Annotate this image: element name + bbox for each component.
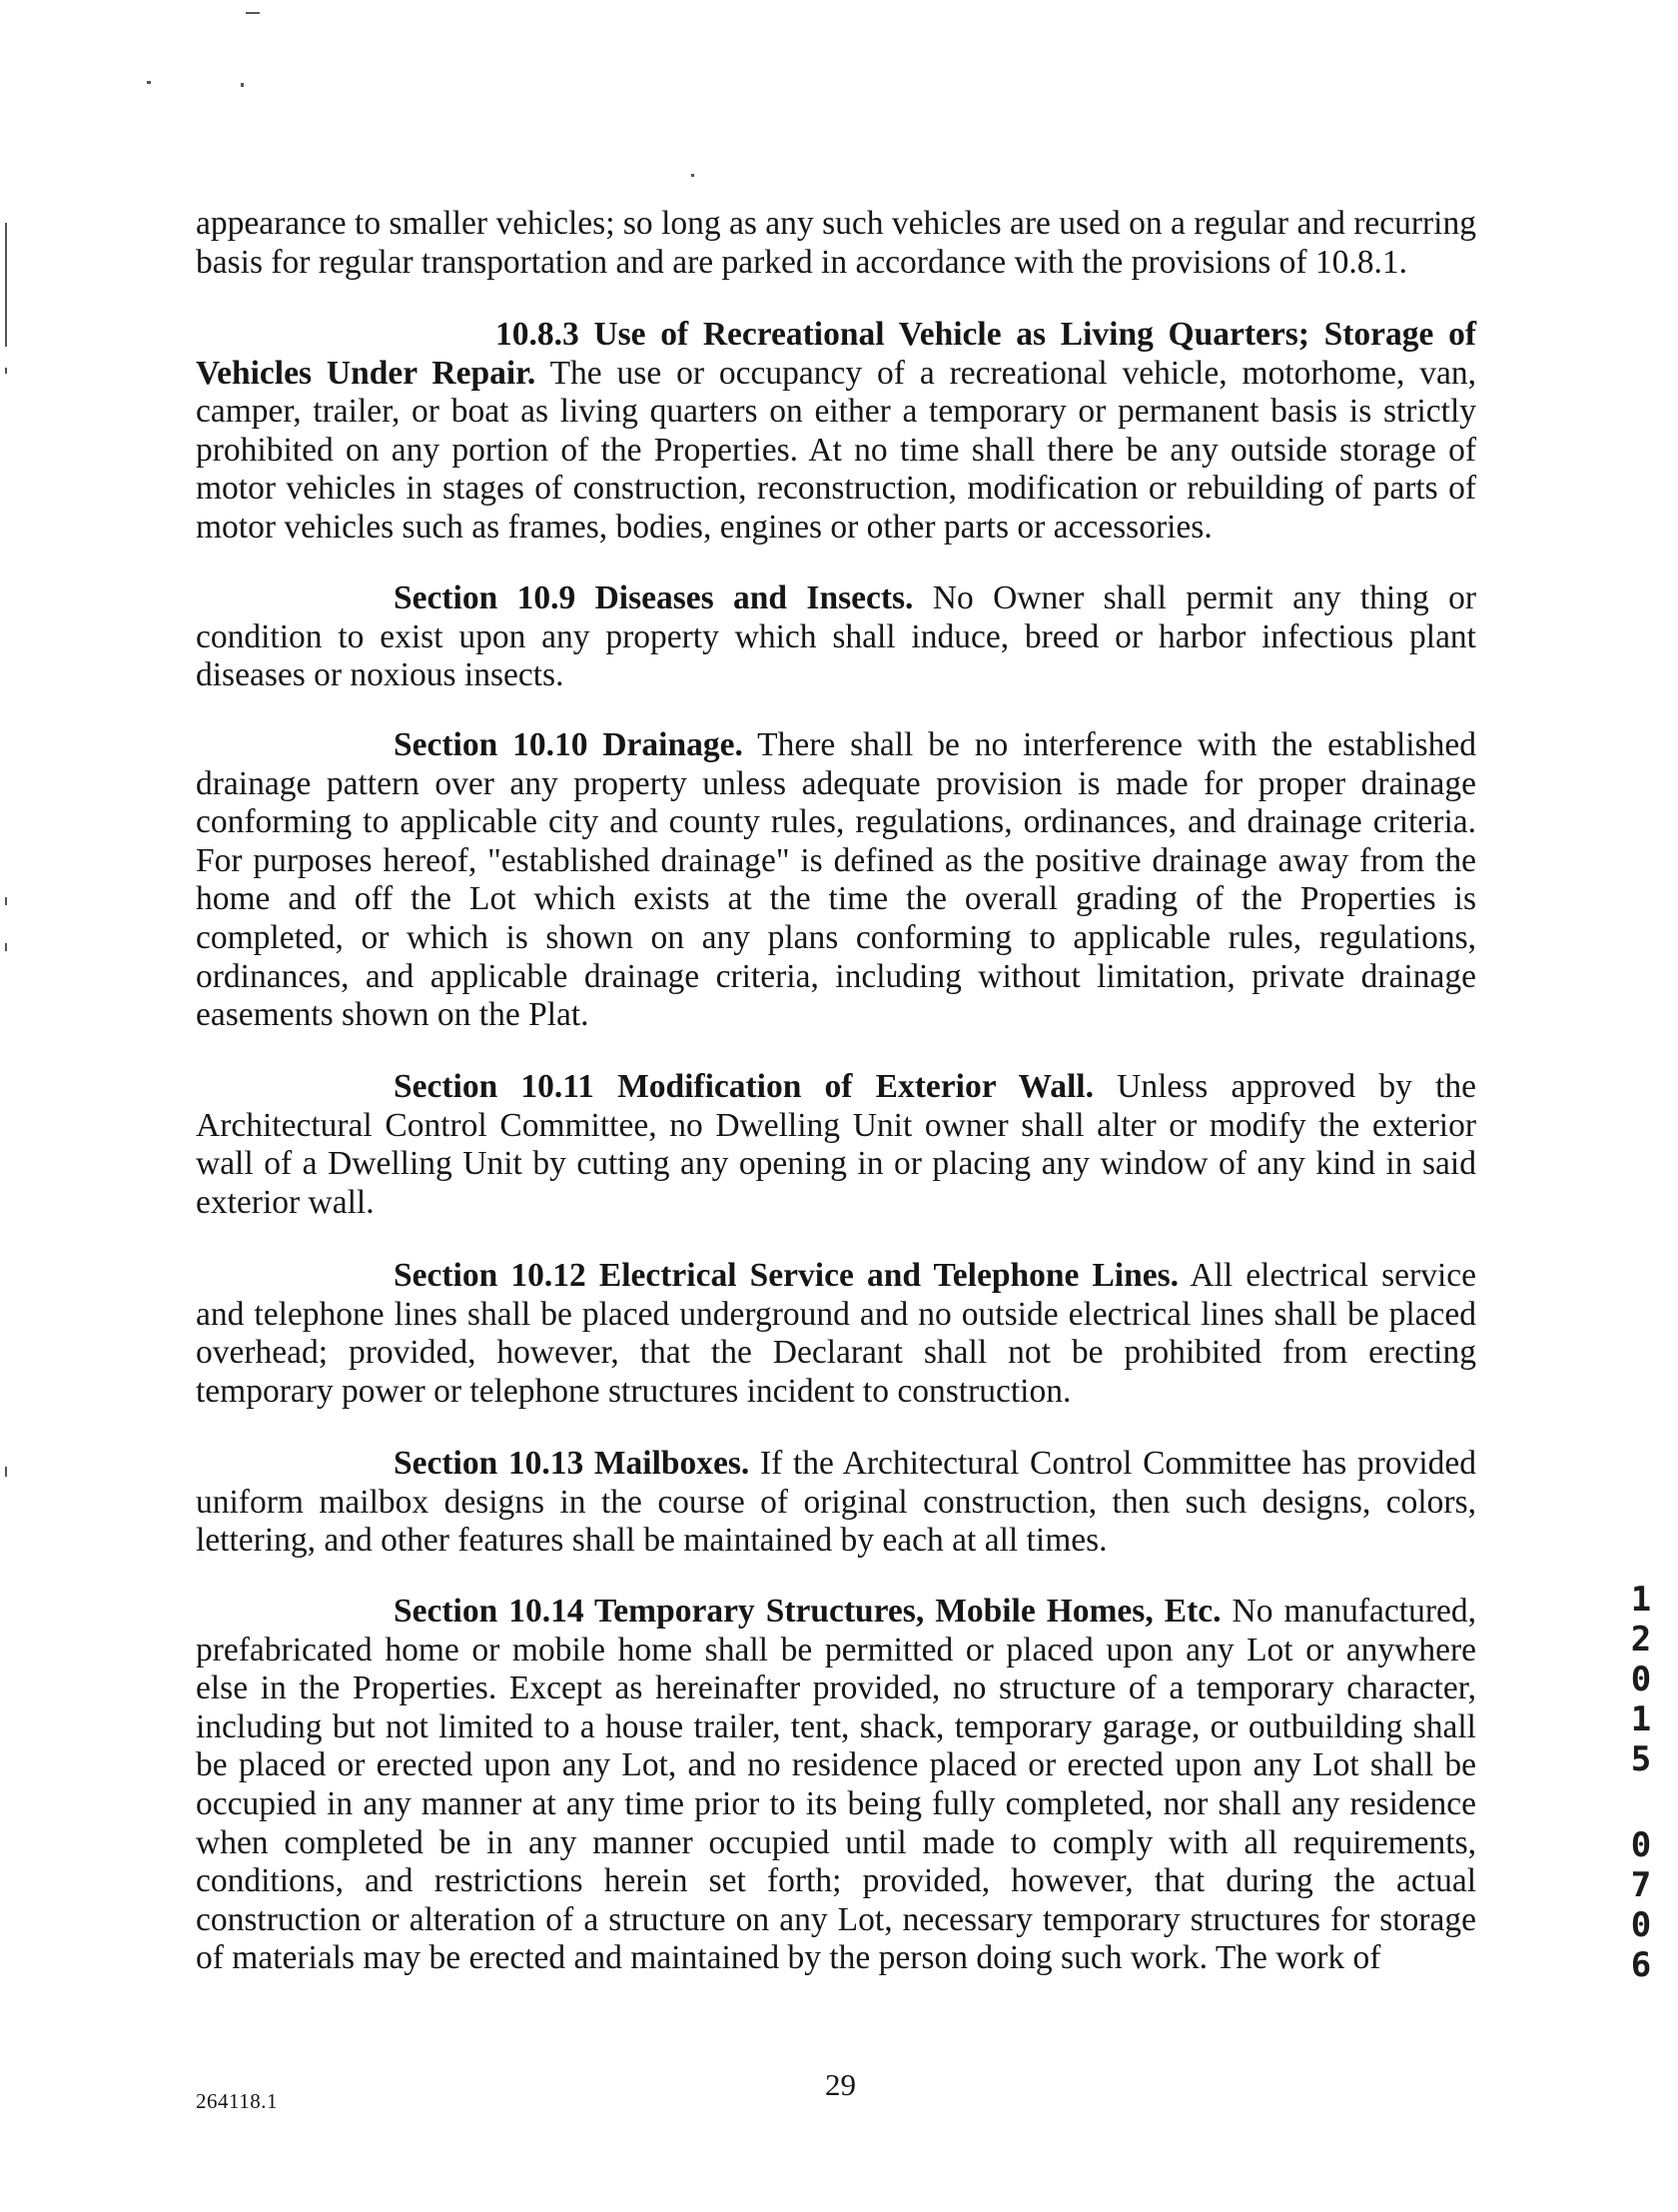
paragraph-10-10 bbox=[196, 726, 1476, 1035]
paragraph-10-11 bbox=[196, 1068, 1476, 1222]
page-number: 29 bbox=[825, 2067, 856, 2102]
paragraph-body: There shall be no interference with the established drainage pattern over any property unless adequate provision is made for proper drainage conforming to applicable city and county rules, regulations, ordinances, and drainage criteria. For purposes hereof, "established drainage" is defined as the positive drainage away from the home and off the Lot which exists at the time the overall grading of the Properties is completed, or which is shown on any plans conforming to applicable rules, regulations, ordinances, and applicable drainage criteria, including without limitation, private drainage easements shown on the Plat. bbox=[196, 726, 1476, 1034]
scan-mark bbox=[5, 943, 7, 951]
paragraph-continuation bbox=[196, 205, 1476, 282]
scan-mark bbox=[246, 12, 260, 14]
paragraph-body: All electrical service and telephone lines shall be placed underground and no outside electrical lines shall be placed overhead; provided, however, that the Declarant shall not be prohibited from erecting temporary power or telephone structures incident to construction. bbox=[196, 1257, 1476, 1410]
paragraph-10-8-3 bbox=[196, 316, 1476, 548]
scan-mark bbox=[5, 897, 7, 905]
section-heading: Section 10.14 Temporary Structures, Mobile Homes, Etc. bbox=[394, 1593, 1222, 1630]
stamp-digit: 0 bbox=[1630, 1659, 1652, 1699]
stamp-digit: 5 bbox=[1630, 1739, 1652, 1779]
scan-mark bbox=[147, 81, 151, 84]
paragraph-body: Unless approved by the Architectural Control Committee, no Dwelling Unit owner shall alter or modify the exterior wall of a Dwelling Unit by cutting any opening in or placing any window of any kind in said exterior wall. bbox=[196, 1068, 1476, 1221]
paragraph-body: No Owner shall permit any thing or condition to exist upon any property which shall induce, breed or harbor infectious plant diseases or noxious insects. bbox=[196, 579, 1476, 694]
stamp-digit: 0 bbox=[1630, 1825, 1652, 1865]
scan-mark bbox=[241, 83, 244, 87]
stamp-digit: 2 bbox=[1630, 1620, 1652, 1659]
scan-mark bbox=[691, 174, 694, 177]
section-heading: Section 10.10 Drainage. bbox=[394, 726, 743, 763]
stamp-digit: 6 bbox=[1630, 1945, 1652, 1985]
paragraph-body: The use or occupancy of a recreational vehicle, motorhome, van, camper, trailer, or boat as living quarters on either a temporary or permanent basis is strictly prohibited on any portion of the Properties. At no time shall there be any outside storage of motor vehicles in stages of construction, reconstruction, modification or rebuilding of parts of motor vehicles such as frames, bodies, engines or other parts or accessories. bbox=[196, 354, 1476, 546]
document-id: 264118.1 bbox=[196, 2089, 278, 2113]
recording-stamp bbox=[1624, 1580, 1658, 1985]
section-heading: Section 10.9 Diseases and Insects. bbox=[394, 579, 914, 616]
scan-mark bbox=[5, 223, 7, 347]
paragraph-10-13 bbox=[196, 1445, 1476, 1561]
paragraph-10-9 bbox=[196, 579, 1476, 695]
paragraph-body: appearance to smaller vehicles; so long as any such vehicles are used on a regular and recurring basis for regular transportation and are parked in accordance with the provisions of 10.8.1. bbox=[196, 205, 1476, 281]
paragraph-body: If the Architectural Control Committee has provided uniform mailbox designs in the course of original construction, then such designs, colors, lettering, and other features shall be maintained by each at all times. bbox=[196, 1445, 1477, 1560]
stamp-digit: 7 bbox=[1630, 1865, 1652, 1905]
paragraph-10-12 bbox=[196, 1257, 1476, 1411]
stamp-digit: 0 bbox=[1630, 1905, 1652, 1945]
stamp-digit: 1 bbox=[1630, 1699, 1652, 1739]
section-heading: Section 10.11 Modification of Exterior Wall. bbox=[394, 1068, 1094, 1105]
section-heading: 10.8.3 Use of Recreational Vehicle as Living Quarters; Storage of Vehicles Under Repair. bbox=[196, 316, 1476, 392]
stamp-digit: 1 bbox=[1630, 1580, 1652, 1620]
section-heading: Section 10.13 Mailboxes. bbox=[394, 1445, 750, 1482]
section-heading: Section 10.12 Electrical Service and Telephone Lines. bbox=[394, 1257, 1180, 1294]
scan-mark bbox=[5, 1467, 7, 1477]
scan-mark bbox=[5, 368, 7, 374]
paragraph-body: No manufactured, prefabricated home or mobile home shall be permitted or placed upon any Lot or anywhere else in the Properties. Except as hereinafter provided, no structure of a temporary character, including but not limited to a house trailer, tent, shack, temporary garage, or outbuilding shall be placed or erected upon any Lot, and no residence placed or erected upon any Lot shall be occupied in any manner at any time prior to its being fully completed, nor shall any residence when completed be in any manner occupied until made to comply with all requirements, conditions, and restrictions herein set forth; provided, however, that during the actual construction or alteration of a structure on any Lot, necessary temporary structures for storage of materials may be erected and maintained by the person doing such work. The work of bbox=[196, 1593, 1476, 1977]
paragraph-10-14 bbox=[196, 1593, 1476, 1978]
